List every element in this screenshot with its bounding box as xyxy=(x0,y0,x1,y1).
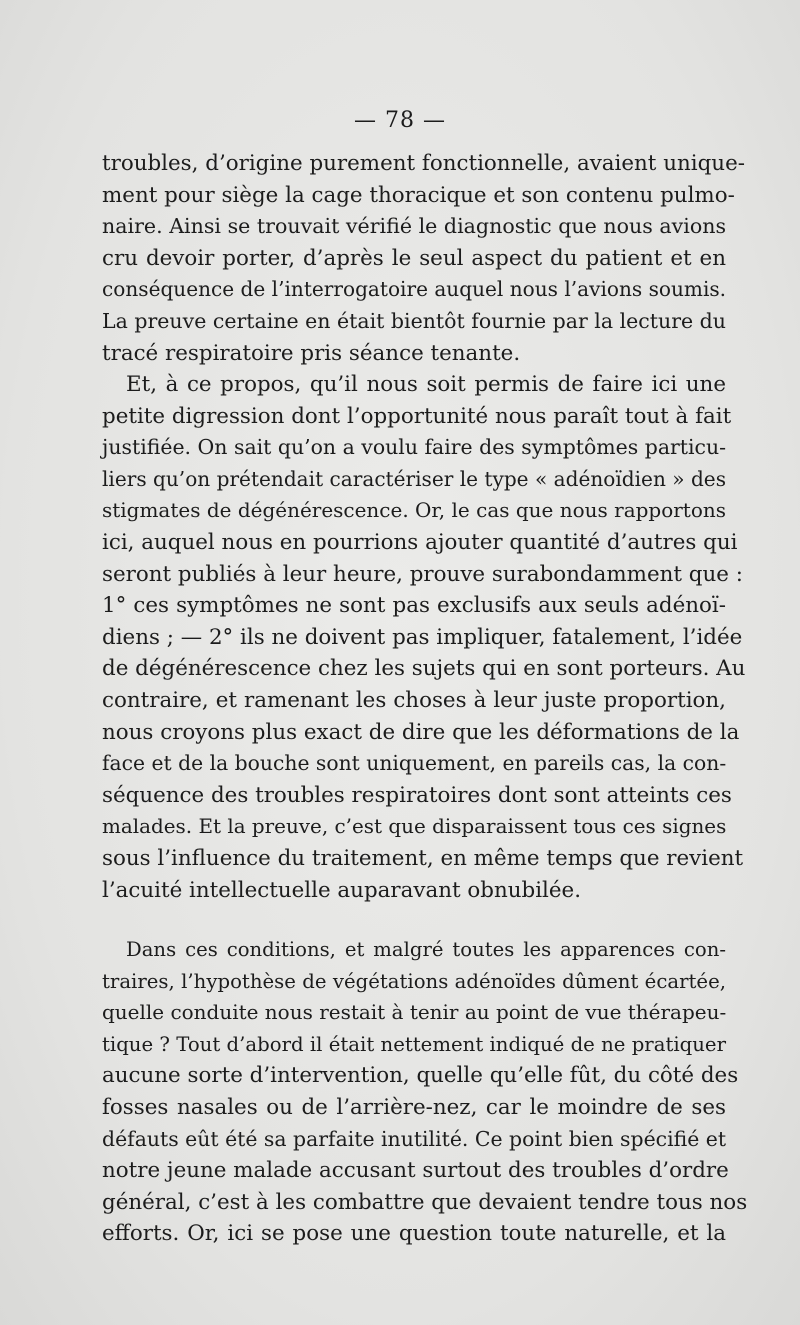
paragraph-1 xyxy=(102,148,745,369)
text-line: sous l’influence du traitement, en même temps que revient xyxy=(102,845,744,871)
text-line: traires, l’hypothèse de végétations adénoïdes dûment écartée, xyxy=(102,969,726,993)
text-line: l’acuité intellectuelle auparavant obnubilée. xyxy=(102,877,581,903)
text-line: malades. Et la preuve, c’est que disparaissent tous ces signes xyxy=(102,815,727,839)
text-line: quelle conduite nous restait à tenir au point de vue thérapeu- xyxy=(102,1000,727,1025)
text-line: La preuve certaine en était bientôt fournie par la lecture du xyxy=(102,308,726,333)
text-line: liers qu’on prétendait caractériser le type « adénoïdien » des xyxy=(102,466,726,491)
text-line: fosses nasales ou de l’arrière-nez, car le moindre de ses xyxy=(102,1094,726,1120)
text-line: naire. Ainsi se trouvait vérifié le diagnostic que nous avions xyxy=(102,214,726,239)
page-number: — 78 — xyxy=(354,108,446,133)
text-line: troubles, d’origine purement fonctionnelle, avaient unique- xyxy=(102,151,745,176)
text-line: contraire, et ramenant les choses à leur juste proportion, xyxy=(102,687,726,713)
text-line: notre jeune malade accusant surtout des troubles d’ordre xyxy=(102,1158,729,1184)
text-line: tracé respiratoire pris séance tenante. xyxy=(102,340,521,366)
paragraph-3 xyxy=(102,934,748,1250)
text-line: efforts. Or, ici se pose une question toute naturelle, et la xyxy=(102,1221,726,1247)
text-line: ici, auquel nous en pourrions ajouter quantité d’autres qui xyxy=(102,529,738,555)
text-line: face et de la bouche sont uniquement, en pareils cas, la con- xyxy=(102,751,727,776)
text-line: 1° ces symptômes ne sont pas exclusifs aux seuls adénoï- xyxy=(102,593,726,619)
text-line: tique ? Tout d’abord il était nettement indiqué de ne pratiquer xyxy=(102,1032,726,1056)
text-line: diens ; — 2° ils ne doivent pas impliquer, fatalement, l’idée xyxy=(102,624,743,650)
text-line: ment pour siège la cage thoracique et son contenu pulmo- xyxy=(102,182,735,208)
text-line: petite digression dont l’opportunité nous paraît tout à fait xyxy=(102,403,732,429)
text-line: Dans ces conditions, et malgré toutes les apparences con- xyxy=(126,938,726,961)
text-line: Et, à ce propos, qu’il nous soit permis de faire ici une xyxy=(126,372,726,397)
text-line: aucune sorte d’intervention, quelle qu’elle fût, du côté des xyxy=(102,1063,739,1089)
text-line: nous croyons plus exact de dire que les déformations de la xyxy=(102,719,740,745)
text-line: conséquence de l’interrogatoire auquel nous l’avions soumis. xyxy=(102,277,727,302)
text-line: séquence des troubles respiratoires dont sont atteints ces xyxy=(102,782,732,808)
text-line: général, c’est à les combattre que devaient tendre tous nos xyxy=(102,1189,748,1215)
text-line: défauts eût été sa parfaite inutilité. Ce point bien spécifié et xyxy=(102,1126,727,1151)
paragraph-2 xyxy=(102,369,746,906)
text-line: justifiée. On sait qu’on a voulu faire des symptômes particu- xyxy=(102,435,727,460)
text-line: stigmates de dégénérescence. Or, le cas que nous rapportons xyxy=(102,498,726,523)
text-line: seront publiés à leur heure, prouve surabondamment que : xyxy=(102,561,743,587)
text-line: cru devoir porter, d’après le seul aspect du patient et en xyxy=(102,245,726,271)
text-line: de dégénérescence chez les sujets qui en sont porteurs. Au xyxy=(102,656,746,682)
